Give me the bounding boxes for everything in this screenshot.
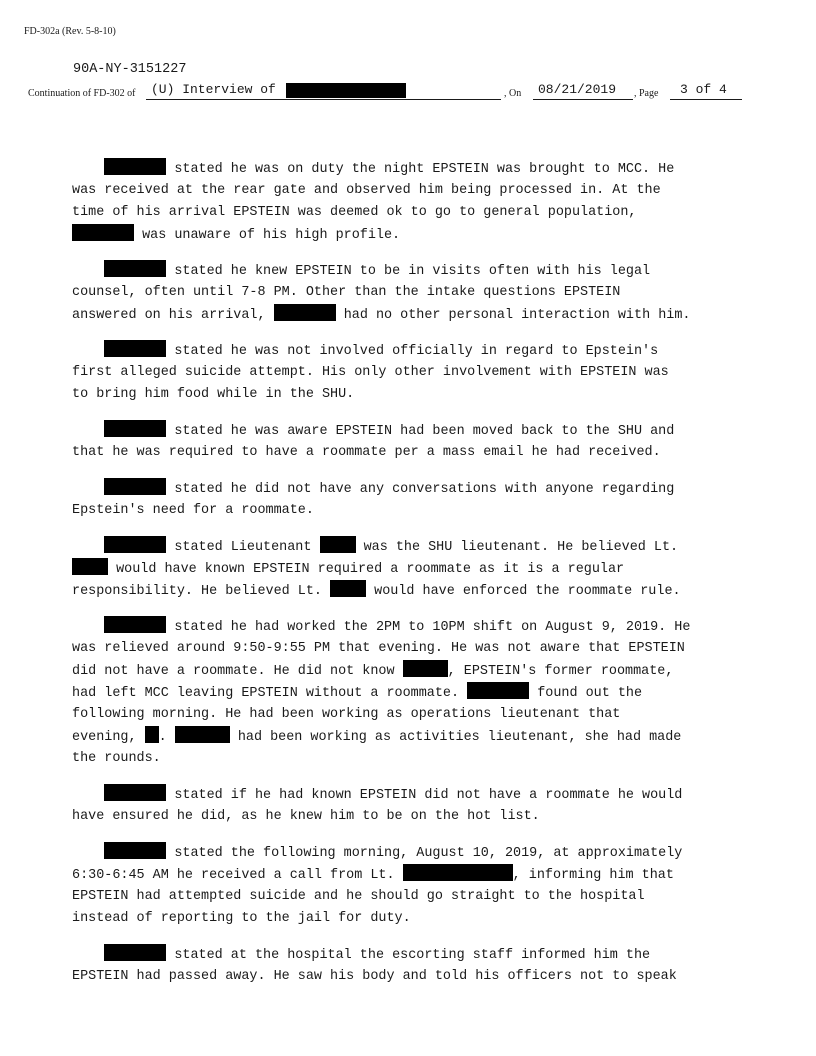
text-line: time of his arrival EPSTEIN was deemed ok to go to general population, <box>72 205 637 220</box>
redaction-box <box>104 420 166 437</box>
form-id: FD-302a (Rev. 5-8-10) <box>24 26 116 37</box>
text-line: did not have a roommate. He did not know <box>72 664 395 679</box>
paragraph-3 <box>72 340 752 406</box>
subject-underline <box>146 99 501 100</box>
text-line: was unaware of his high profile. <box>142 228 401 243</box>
text-line: would have enforced the roommate rule. <box>374 584 681 599</box>
text-line: EPSTEIN had attempted suicide and he should go straight to the hospital <box>72 889 645 904</box>
text-line: responsibility. He believed Lt. <box>72 584 322 599</box>
redaction-box <box>145 726 159 743</box>
text-line: stated he was not involved officially in regard to Epstein's <box>174 344 659 359</box>
paragraph-7 <box>72 616 752 770</box>
text-line: the rounds. <box>72 751 161 766</box>
redaction-box <box>467 682 529 699</box>
redaction-box <box>104 340 166 357</box>
text-line: had no other personal interaction with him. <box>343 308 691 323</box>
text-line: would have known EPSTEIN required a roommate as it is a regular <box>116 562 625 577</box>
text-line: 6:30-6:45 AM he received a call from Lt. <box>72 868 395 883</box>
redaction-box <box>403 660 448 677</box>
on-label: , On <box>504 88 522 99</box>
redaction-box <box>330 580 366 597</box>
text-line: stated he did not have any conversations with anyone regarding <box>174 482 675 497</box>
text-line: stated he was aware EPSTEIN had been moved back to the SHU and <box>174 424 675 439</box>
redaction-box <box>72 558 108 575</box>
text-line: answered on his arrival, <box>72 308 266 323</box>
text-line: following morning. He had been working as operations lieutenant that <box>72 707 621 722</box>
text-line: was the SHU lieutenant. He believed Lt. <box>363 540 679 555</box>
text-line: found out the <box>537 686 643 701</box>
date-field: 08/21/2019 <box>538 82 617 97</box>
paragraph-2 <box>72 260 752 326</box>
continuation-label: Continuation of FD-302 of <box>28 88 136 99</box>
text-line: was relieved around 9:50-9:55 PM that evening. He was not aware that EPSTEIN <box>72 641 685 656</box>
redaction-box <box>403 864 513 881</box>
text-line: that he was required to have a roommate per a mass email he had received. <box>72 445 661 460</box>
file-number: 90A-NY-3151227 <box>73 62 187 77</box>
date-underline <box>533 99 633 100</box>
redaction-box <box>286 83 406 98</box>
text-line: had been working as activities lieutenant, she had made <box>237 730 682 745</box>
text-line: had left MCC leaving EPSTEIN without a roommate. <box>72 686 460 701</box>
paragraph-8 <box>72 784 752 828</box>
paragraph-9 <box>72 842 752 930</box>
paragraph-10 <box>72 944 752 988</box>
page-underline <box>670 99 742 100</box>
text-line: stated at the hospital the escorting staff informed him the <box>174 948 651 963</box>
text-line: , EPSTEIN's former roommate, <box>447 664 674 679</box>
text-line: stated he knew EPSTEIN to be in visits often with his legal <box>174 264 651 279</box>
text-line: counsel, often until 7-8 PM. Other than the intake questions EPSTEIN <box>72 285 621 300</box>
continuation-header <box>0 82 816 104</box>
redaction-box <box>104 944 166 961</box>
subject-field: (U) Interview of <box>151 82 276 97</box>
text-line: stated the following morning, August 10, 2019, at approximately <box>174 846 683 861</box>
text-line: Epstein's need for a roommate. <box>72 503 314 518</box>
redaction-box <box>104 260 166 277</box>
text-line: stated Lieutenant <box>174 540 312 555</box>
redaction-box <box>104 784 166 801</box>
redaction-box <box>320 536 356 553</box>
page-number: 3 of 4 <box>680 82 727 97</box>
text-line: have ensured he did, as he knew him to be on the hot list. <box>72 809 540 824</box>
text-line: evening, <box>72 730 137 745</box>
redaction-box <box>104 158 166 175</box>
redaction-box <box>72 224 134 241</box>
text-line: to bring him food while in the SHU. <box>72 387 355 402</box>
text-line: , informing him that <box>512 868 674 883</box>
text-line: was received at the rear gate and observed him being processed in. At the <box>72 183 661 198</box>
paragraph-5 <box>72 478 752 522</box>
text-line: stated he had worked the 2PM to 10PM shift on August 9, 2019. He <box>174 620 691 635</box>
redaction-box <box>274 304 336 321</box>
page-label: , Page <box>634 88 659 99</box>
text-line: first alleged suicide attempt. His only other involvement with EPSTEIN was <box>72 365 669 380</box>
redaction-box <box>175 726 230 743</box>
paragraph-4 <box>72 420 752 464</box>
text-line: stated he was on duty the night EPSTEIN was brought to MCC. He <box>174 162 675 177</box>
redaction-box <box>104 616 166 633</box>
paragraph-6 <box>72 536 752 602</box>
text-line: instead of reporting to the jail for duty. <box>72 911 411 926</box>
redaction-box <box>104 478 166 495</box>
redaction-box <box>104 842 166 859</box>
paragraph-1 <box>72 158 752 246</box>
redaction-box <box>104 536 166 553</box>
text-line: stated if he had known EPSTEIN did not have a roommate he would <box>174 788 683 803</box>
text-line: EPSTEIN had passed away. He saw his body and told his officers not to speak <box>72 969 677 984</box>
document-body <box>72 158 752 1002</box>
text-line: . <box>158 730 167 745</box>
